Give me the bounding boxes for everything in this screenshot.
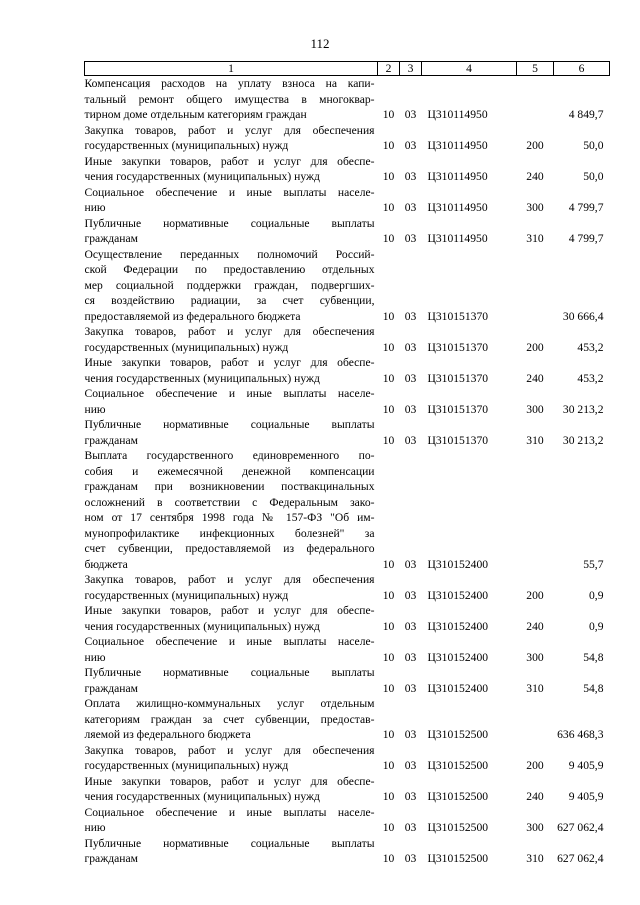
table-row — [85, 603, 610, 634]
description-line: Иные закупки товаров, работ и услуг для обеспе- — [84, 604, 375, 617]
table-row — [85, 154, 610, 185]
cell-c5: 300 — [526, 650, 544, 664]
row-description — [85, 76, 378, 123]
description-line: ляемой из федерального бюджета — [84, 728, 251, 741]
description-line: предоставляемой из федерального бюджета — [84, 309, 301, 323]
description-line: бюджета — [84, 557, 128, 571]
table-row — [85, 185, 610, 216]
cell-c4: Ц310152400 — [427, 619, 489, 633]
row-description — [85, 324, 378, 355]
cell-c6: 30 213,2 — [562, 433, 604, 447]
cell-c6: 54,8 — [583, 681, 604, 695]
table-row — [85, 836, 610, 867]
cell-c2: 10 — [382, 371, 395, 385]
cell-c6: 9 405,9 — [568, 759, 604, 772]
header-col-5: 5 — [517, 62, 554, 76]
table-body — [85, 76, 610, 867]
cell-c2: 10 — [382, 170, 395, 183]
description-line: осложнений в соответствии с Федеральным зако- — [84, 495, 375, 509]
cell-c6: 4 799,7 — [568, 201, 604, 214]
budget-table — [84, 61, 610, 867]
table-row — [85, 324, 610, 355]
header-row — [85, 62, 610, 76]
cell-c4: Ц310114950 — [427, 108, 488, 121]
cell-c5: 200 — [526, 759, 544, 772]
description-line: мунопрофилактике инфекционных болезней" за — [84, 526, 375, 540]
description-line: государственных (муниципальных) нужд — [84, 340, 289, 354]
description-line: собия и ежемесячной денежной компенсации — [84, 464, 375, 478]
description-line: Иные закупки товаров, работ и услуг для обеспе- — [84, 154, 375, 168]
cell-c6: 4 849,7 — [568, 108, 604, 121]
cell-c5: 200 — [526, 588, 544, 602]
cell-c5 — [517, 696, 554, 743]
cell-c5: 240 — [526, 371, 544, 385]
cell-c3: 03 — [404, 232, 417, 245]
cell-c5: 310 — [526, 433, 544, 447]
row-description — [85, 417, 378, 448]
cell-c6: 627 062,4 — [557, 821, 604, 834]
cell-c3: 03 — [404, 371, 417, 385]
description-line: тальный ремонт общего имущества в многоквар- — [84, 92, 375, 106]
cell-c2: 10 — [382, 309, 395, 323]
cell-c3: 03 — [404, 201, 417, 214]
cell-c4: Ц310151370 — [427, 371, 489, 385]
row-description — [85, 448, 378, 572]
cell-c2: 10 — [382, 852, 395, 865]
header-col-2: 2 — [378, 62, 400, 76]
cell-c5 — [517, 247, 554, 325]
row-description — [85, 696, 378, 743]
description-line: ся воздействию радиации, за счет субвенции, — [84, 294, 375, 307]
description-line: тирном доме отдельным категориям граждан — [84, 108, 307, 121]
cell-c2: 10 — [382, 108, 395, 121]
description-line: Иные закупки товаров, работ и услуг для обеспе- — [84, 774, 375, 788]
cell-c6: 4 799,7 — [568, 232, 604, 245]
cell-c2: 10 — [382, 790, 395, 803]
table-row — [85, 805, 610, 836]
cell-c2: 10 — [382, 821, 395, 834]
description-line: Публичные нормативные социальные выплаты — [84, 666, 375, 679]
cell-c6: 453,2 — [577, 340, 604, 354]
cell-c4: Ц310152400 — [427, 588, 489, 602]
page-number: 112 — [310, 36, 330, 51]
description-line: нию — [84, 650, 106, 664]
header-col-3: 3 — [400, 62, 422, 76]
cell-c3: 03 — [404, 821, 417, 834]
header-col-6: 6 — [554, 62, 610, 76]
description-line: гражданам — [84, 852, 138, 865]
cell-c5: 240 — [526, 170, 544, 183]
cell-c3: 03 — [404, 170, 417, 183]
cell-c2: 10 — [382, 557, 395, 571]
cell-c2: 10 — [382, 681, 395, 695]
table-row — [85, 76, 610, 123]
table-row — [85, 448, 610, 572]
description-line: Оплата жилищно-коммунальных услуг отдельным — [84, 697, 375, 710]
cell-c5: 300 — [526, 821, 544, 834]
description-line: государственных (муниципальных) нужд — [84, 588, 289, 602]
description-line: нию — [84, 821, 106, 834]
table-row — [85, 774, 610, 805]
description-line: Компенсация расходов на уплату взноса на капи- — [84, 77, 375, 90]
description-line: Публичные нормативные социальные выплаты — [84, 216, 375, 230]
description-line: Закупка товаров, работ и услуг для обеспечения — [84, 325, 375, 338]
cell-c6: 0,9 — [589, 588, 604, 602]
description-line: гражданам — [84, 433, 138, 447]
description-line: мер социальной поддержки граждан, подвергших- — [84, 278, 375, 292]
row-description — [85, 743, 378, 774]
cell-c2: 10 — [382, 650, 395, 664]
cell-c3: 03 — [404, 650, 417, 664]
cell-c3: 03 — [404, 340, 417, 354]
cell-c4: Ц310152500 — [427, 759, 489, 772]
description-line: категориям граждан за счет субвенции, предостав- — [84, 712, 375, 726]
description-line: нию — [84, 402, 106, 416]
description-line: Социальное обеспечение и иные выплаты населе- — [84, 185, 375, 199]
row-description — [85, 154, 378, 185]
description-line: Социальное обеспечение и иные выплаты населе- — [84, 387, 375, 400]
description-line: гражданам — [84, 681, 138, 695]
cell-c4: Ц310152400 — [427, 681, 489, 695]
cell-c5: 200 — [526, 340, 544, 354]
cell-c3: 03 — [404, 790, 417, 803]
cell-c2: 10 — [382, 232, 395, 245]
cell-c5 — [517, 448, 554, 572]
description-line: гражданам — [84, 232, 138, 245]
row-description — [85, 123, 378, 154]
table-row — [85, 123, 610, 154]
cell-c2: 10 — [382, 433, 395, 447]
cell-c4: Ц310151370 — [427, 433, 489, 447]
cell-c3: 03 — [404, 108, 417, 121]
cell-c5: 240 — [526, 790, 544, 803]
cell-c2: 10 — [382, 340, 395, 354]
cell-c3: 03 — [404, 588, 417, 602]
row-description — [85, 805, 378, 836]
cell-c4: Ц310152400 — [427, 557, 489, 571]
cell-c2: 10 — [382, 201, 395, 214]
description-line: Закупка товаров, работ и услуг для обеспечения — [84, 743, 375, 757]
table-row — [85, 634, 610, 665]
table-row — [85, 696, 610, 743]
row-description — [85, 386, 378, 417]
table-row — [85, 417, 610, 448]
cell-c4: Ц310152500 — [427, 790, 489, 803]
description-line: Осуществление переданных полномочий Россий- — [84, 247, 375, 261]
table-row — [85, 216, 610, 247]
cell-c5: 310 — [526, 681, 544, 695]
cell-c6: 9 405,9 — [568, 790, 604, 803]
description-line: Социальное обеспечение и иные выплаты населе- — [84, 635, 375, 648]
cell-c4: Ц310151370 — [427, 340, 489, 354]
cell-c3: 03 — [404, 402, 417, 416]
description-line: нию — [84, 201, 106, 214]
table-row — [85, 386, 610, 417]
description-line: гражданам при возникновении поствакцинальных — [84, 480, 375, 493]
cell-c6: 50,0 — [583, 139, 604, 152]
cell-c4: Ц310152400 — [427, 650, 489, 664]
description-line: государственных (муниципальных) нужд — [84, 759, 289, 772]
cell-c4: Ц310152500 — [427, 728, 489, 741]
cell-c4: Ц310114950 — [427, 201, 488, 214]
description-line: государственных (муниципальных) нужд — [84, 139, 289, 152]
row-description — [85, 572, 378, 603]
header-col-1: 1 — [85, 62, 378, 76]
cell-c3: 03 — [404, 852, 417, 865]
cell-c5: 310 — [526, 232, 544, 245]
row-description — [85, 774, 378, 805]
cell-c6: 54,8 — [583, 650, 604, 664]
cell-c5: 200 — [526, 139, 544, 152]
cell-c6: 30 213,2 — [562, 402, 604, 416]
row-description — [85, 603, 378, 634]
cell-c6: 50,0 — [583, 170, 604, 183]
cell-c2: 10 — [382, 588, 395, 602]
cell-c3: 03 — [404, 309, 417, 323]
table-row — [85, 743, 610, 774]
description-line: Закупка товаров, работ и услуг для обеспечения — [84, 573, 375, 586]
table-row — [85, 665, 610, 696]
cell-c4: Ц310114950 — [427, 232, 488, 245]
description-line: Иные закупки товаров, работ и услуг для обеспе- — [84, 356, 375, 369]
description-line: Выплата государственного единовременного по- — [84, 449, 375, 462]
cell-c5: 310 — [526, 852, 544, 865]
row-description — [85, 665, 378, 696]
description-line: ном от 17 сентября 1998 года № 157-ФЗ "Об им- — [84, 511, 375, 524]
table-row — [85, 247, 610, 325]
description-line: чения государственных (муниципальных) нужд — [84, 619, 320, 633]
cell-c6: 636 468,3 — [557, 728, 604, 741]
cell-c3: 03 — [404, 759, 417, 772]
cell-c4: Ц310151370 — [427, 402, 489, 416]
cell-c5: 300 — [526, 402, 544, 416]
description-line: Публичные нормативные социальные выплаты — [84, 836, 375, 850]
cell-c2: 10 — [382, 759, 395, 772]
row-description — [85, 216, 378, 247]
row-description — [85, 836, 378, 867]
cell-c3: 03 — [404, 728, 417, 741]
cell-c3: 03 — [404, 557, 417, 571]
table-row — [85, 572, 610, 603]
cell-c4: Ц310152500 — [427, 852, 489, 865]
description-line: Социальное обеспечение и иные выплаты населе- — [84, 805, 375, 819]
cell-c6: 453,2 — [577, 371, 604, 385]
row-description — [85, 247, 378, 325]
cell-c6: 627 062,4 — [557, 852, 604, 865]
cell-c6: 30 666,4 — [562, 309, 604, 323]
cell-c2: 10 — [382, 728, 395, 741]
cell-c5 — [517, 76, 554, 123]
cell-c2: 10 — [382, 402, 395, 416]
cell-c2: 10 — [382, 619, 395, 633]
cell-c3: 03 — [404, 139, 417, 152]
cell-c6: 55,7 — [583, 557, 604, 571]
description-line: Закупка товаров, работ и услуг для обеспечения — [84, 123, 375, 137]
cell-c2: 10 — [382, 139, 395, 152]
description-line: чения государственных (муниципальных) нужд — [84, 170, 320, 183]
table-header — [85, 62, 610, 76]
header-col-4: 4 — [422, 62, 517, 76]
description-line: счет субвенции, предоставляемой из федерального — [84, 542, 375, 555]
cell-c6: 0,9 — [589, 619, 604, 633]
description-line: чения государственных (муниципальных) нужд — [84, 790, 320, 803]
description-line: чения государственных (муниципальных) нужд — [84, 371, 320, 385]
table-row — [85, 355, 610, 386]
cell-c4: Ц310114950 — [427, 139, 488, 152]
cell-c5: 240 — [526, 619, 544, 633]
row-description — [85, 355, 378, 386]
row-description — [85, 185, 378, 216]
description-line: Публичные нормативные социальные выплаты — [84, 418, 375, 431]
cell-c3: 03 — [404, 619, 417, 633]
description-line: ской Федерации по предоставлению отдельных — [84, 263, 375, 276]
cell-c4: Ц310114950 — [427, 170, 488, 183]
cell-c4: Ц310152500 — [427, 821, 489, 834]
cell-c3: 03 — [404, 433, 417, 447]
row-description — [85, 634, 378, 665]
cell-c5: 300 — [526, 201, 544, 214]
cell-c4: Ц310151370 — [427, 309, 489, 323]
cell-c3: 03 — [404, 681, 417, 695]
